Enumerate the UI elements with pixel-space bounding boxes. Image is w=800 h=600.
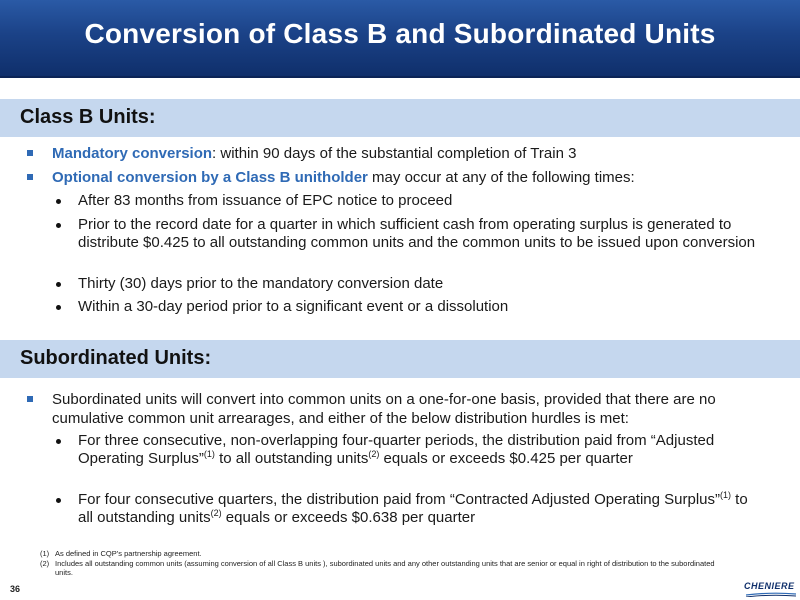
title-banner [0,0,800,78]
footnotes [40,549,720,578]
logo-swoosh-icon [746,592,796,597]
round-bullet-icon [56,305,61,310]
hurdle-one-text: For three consecutive, non-overlapping four-quarter periods, the distribution paid from “Adjusted Operating Surplus”$^{(1)}$ to all outstanding units$^{(2)}$ equals or exceeds $0.425 per quarter [78,432,715,467]
round-bullet-icon [56,498,61,503]
slide-title: Conversion of Class B and Subordinated Units [84,18,716,49]
logo-text: CHENIERE [744,581,795,591]
footnote: (2) Includes all outstanding common units (assuming conversion of all Class B units ), subordinated units and any other outstanding units that are senior or equal in right of distribution to the subordinated units. [40,558,715,577]
subordinated-heading: Subordinated Units: [20,347,212,369]
mandatory-conversion-text: : within 90 days of the substantial completion of Train 3 [212,145,577,162]
hurdle-two-text: For four consecutive quarters, the distribution paid from “Contracted Adjusted Operating Surplus”$^{(1)}$ to all outstanding units$^{(2)}$ equals or exceeds $0.638 per quarter [78,490,748,526]
sub-item-text: Thirty (30) days prior to the mandatory conversion date [78,275,444,292]
mandatory-conversion-label: Mandatory conversion [52,145,213,162]
round-bullet-icon [56,439,61,444]
square-bullet-icon [27,150,33,156]
optional-conversion-text: may occur at any of the following times: [367,169,635,186]
class-b-section-header [0,99,800,137]
sub-item-text: After 83 months from issuance of EPC notice to proceed [78,192,453,209]
square-bullet-icon [27,174,33,180]
class-b-heading: Class B Units: [20,106,156,128]
round-bullet-icon [56,282,61,287]
footnote: (1) As defined in CQP’s partnership agreement. [40,549,202,558]
subordinated-conversion-text: Subordinated units will convert into common units on a one-for-one basis, provided that there are no cumulative common unit arrearages, and either of the below distribution hurdles is met: [52,391,716,427]
page-number: 36 [10,584,21,594]
round-bullet-icon [56,223,61,228]
sub-item-text: Within a 30-day period prior to a significant event or a dissolution [78,298,509,315]
round-bullet-icon [56,199,61,204]
cheniere-logo [744,581,796,597]
subordinated-section-header [0,340,800,378]
optional-conversion-label: Optional conversion by a Class B unitholder [52,169,368,186]
square-bullet-icon [27,396,33,402]
sub-item-text: Prior to the record date for a quarter in which sufficient cash from operating surplus is generated to distribute $0.425 to all outstanding common units and the common units to be issued upon conversion [78,216,756,251]
